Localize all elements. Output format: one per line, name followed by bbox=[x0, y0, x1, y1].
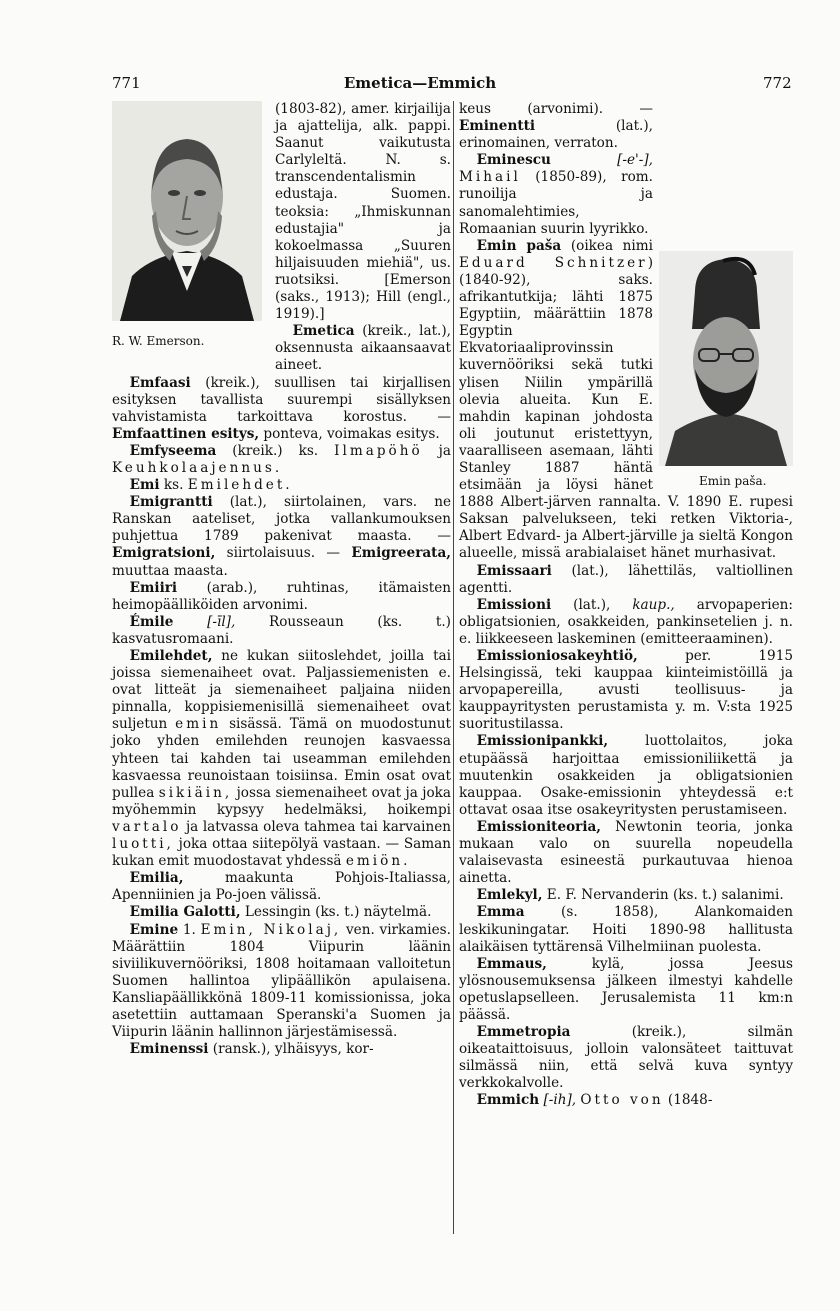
entry-body: muuttaa maasta. bbox=[112, 562, 228, 579]
pronunciation: [-īl], bbox=[207, 613, 236, 630]
entry-body: (1850-89), rom. runoilija ja sanomalehtimies, Romaanian suurin lyyrikko. bbox=[459, 169, 653, 237]
entry-body: (lat.), siirtolainen, vars. ne Ranskan aateliset, jotka vallankumouksen puhjettua 1789 pakenivat maasta. — bbox=[112, 494, 451, 545]
headword: Emine bbox=[129, 921, 179, 938]
entry-body: (kreik.), silmän oikeataittoisuus, jolloin valonsäteet taittuvat silmässä niin, että selvä kuva syntyy verkkokalvolle. bbox=[459, 1024, 793, 1092]
headword: Emissioniosakeyhtiö, bbox=[476, 648, 638, 664]
cross-reference: Emilehdet. bbox=[187, 477, 293, 494]
entry-body: per. 1915 Helsingissä, teki kauppaa kiinteimistöillä ja arvopapereilla, avusti teollisuus- ja kauppayritysten perustamista y. m. V:sta 1925 suoritustilassa. bbox=[459, 648, 793, 733]
entry-body: siirtolaisuus. — bbox=[215, 545, 352, 562]
entry-emissioni bbox=[459, 597, 793, 648]
column-divider bbox=[453, 101, 454, 1234]
entry-body: (kreik.), suullisen tai kirjallisen esityksen tavallista suurempi sisällyksen vahvistamista tarkoittava korostus. — bbox=[112, 374, 451, 425]
headword: Emmich bbox=[476, 1092, 540, 1109]
headword: Emiiri bbox=[129, 579, 178, 596]
entry-body: Rousseaun (ks. t.) kasvatusromaani. bbox=[112, 613, 451, 647]
entry-body: (lat.), bbox=[551, 596, 633, 613]
entry-emfyseema bbox=[112, 443, 451, 477]
left-page-number: 771 bbox=[112, 74, 141, 92]
emphasis-term: emiön. bbox=[345, 853, 411, 870]
emerson-entry-text: (1803-82), amer. kirjailija ja ajattelija, alk. pappi. Saanut vaikutusta Carlyleltä. N. s. transcendentalismin edustaja. Suomen. teoksia: „Ihmiskunnan edustajia" ja kokoelmassa „Suuren hiljaisuuden miehiä", us. ruotsiksi. [Emerson (saks., 1913); Hill (engl., 1919).] bbox=[275, 101, 451, 323]
headword: Emin paša bbox=[476, 237, 562, 254]
entry-body: ) (1840-92), saks. afrikantutkija; lähti 1875 Egyptiin, määrättiin 1878 Egyptin Ekvatoriaaliprovinssin kuvernööriksi sekä tutki ylisen Niilin ympärillä olevia alueita. Kun E. mahdin kapinan johdosta oli joutunut eristettyyn, vaaralliseen asemaan, lähti Stanley 1887 häntä etsimään ja löysi hänet 1888 Albert-järven rannalta. V. 1890 E. rupesi Saksan palvelukseen, teki retken Viktoria-, Albert Edvard- ja Albert-järville ja sieltä Kongon alueelle, missä arabialaiset hänet murhasivat. bbox=[459, 254, 793, 562]
right-column bbox=[459, 101, 793, 1110]
entry-body: (arab.), ruhtinas, itämaisten heimopäälliköiden arvonimi. bbox=[112, 579, 451, 613]
entry-body: Lessingin (ks. t.) näytelmä. bbox=[240, 904, 432, 921]
entry-emissioniosakeyhtio bbox=[459, 648, 793, 733]
emerson-figure bbox=[112, 101, 269, 360]
person-name: Otto von bbox=[580, 1092, 664, 1109]
person-name: Emin, Nikolaj, bbox=[200, 921, 342, 938]
headword: Emfaasi bbox=[129, 374, 191, 391]
abbreviation: kaup., bbox=[632, 596, 675, 613]
headword: Emma bbox=[476, 904, 525, 921]
entry-emissionipankki bbox=[459, 733, 793, 818]
entry-emilia-galotti bbox=[112, 904, 451, 921]
entry-eminescu bbox=[459, 152, 793, 237]
headword: Émile bbox=[129, 613, 174, 630]
entry-eminenssi bbox=[112, 1041, 451, 1058]
headword: Emlekyl, bbox=[476, 887, 543, 904]
headword: Emigrantti bbox=[129, 494, 213, 511]
left-column bbox=[112, 101, 451, 1058]
entry-body: joka ottaa siitepölyä vastaan. — Saman kukan emit muodostavat yhdessä bbox=[112, 836, 451, 870]
entry-emissioniteoria bbox=[459, 819, 793, 887]
headword: Emilia, bbox=[129, 870, 184, 887]
entry-body: (kreik., lat.), oksennusta aikaansaavat aineet. bbox=[275, 323, 451, 374]
headword: Emigratsioni, bbox=[112, 545, 216, 562]
emphasis-term: luotti, bbox=[112, 836, 174, 853]
entry-emfaasi bbox=[112, 375, 451, 443]
headword: Emissioni bbox=[476, 596, 552, 613]
entry-emissaari bbox=[459, 563, 793, 597]
entry-body: (kreik.) ks. bbox=[216, 442, 335, 459]
entry-emma bbox=[459, 904, 793, 955]
headword: Emetica bbox=[292, 323, 355, 340]
cross-reference: Ilmapöhö bbox=[334, 442, 423, 459]
pronunciation: [-ih], bbox=[543, 1092, 577, 1109]
emin-pasa-portrait-image bbox=[659, 251, 793, 466]
entry-eminenssi-continued bbox=[459, 101, 793, 152]
entry-body: ne kukan siitoslehdet, joilla tai joissa siemenaiheet ovat. Paljassiemenisten e. ovat litteät ja siemenaiheet paljaina niiden pinnalla, koppisiemenisillä siemenaiheet ovat suljetun bbox=[112, 648, 451, 733]
entry-emilehdet bbox=[112, 648, 451, 870]
entry-body: E. F. Nervanderin (ks. t.) salanimi. bbox=[542, 887, 784, 904]
headword: Emissaari bbox=[476, 562, 552, 579]
person-name: Eduard Schnitzer bbox=[459, 254, 648, 271]
entry-body: ponteva, voimakas esitys. bbox=[259, 425, 440, 442]
entry-body: ks. bbox=[159, 477, 188, 494]
headword: Emfyseema bbox=[129, 442, 217, 459]
entry-body: (1848- bbox=[663, 1092, 713, 1109]
entry-body: sisässä. Tämä on muodostunut joko yhden emilehden reunojen kasvaessa yhteen tai kahden tai useamman emilehden kasvaessa reunoistaan toisiinsa. Emin osat ovat pullea bbox=[112, 716, 451, 801]
headword: Emmaus, bbox=[476, 955, 547, 972]
headword: Eminenssi bbox=[129, 1041, 209, 1058]
pronunciation: [-e'-], bbox=[617, 152, 653, 169]
cross-reference: Keuhkolaajennus. bbox=[112, 459, 283, 476]
emphasis-term: emin bbox=[175, 716, 222, 733]
headword: Emissionipankki, bbox=[476, 733, 609, 750]
headword: Emi bbox=[129, 477, 160, 494]
entry-body: (lat.), erinomainen, verraton. bbox=[459, 118, 653, 152]
entry-emilia bbox=[112, 870, 451, 904]
entry-body: Newtonin teoria, jonka mukaan valo on suurella nopeudella valaisevasta esineestä purkautuvaa hienoa ainetta. bbox=[459, 818, 793, 887]
entry-emmetropia bbox=[459, 1024, 793, 1092]
entry-emine bbox=[112, 922, 451, 1042]
running-header-title: Emetica—Emmich bbox=[343, 74, 497, 92]
entry-body: ven. virkamies. Määrättiin 1804 Viipurin läänin siviilikuvernööriksi, 1808 hoitamaan valloitetun Suomen hallintoa ylipäällikön apulaisena. Kansliapäällikkönä 1809-11 komissionissa, joka asetettiin auttamaan Speranski'a Suomen ja Viipurin läänin hallinnon järjestämisessä. bbox=[112, 921, 451, 1041]
headword: Emissioniteoria, bbox=[476, 818, 602, 835]
headword: Emfaattinen esitys, bbox=[112, 425, 260, 442]
entry-body: (s. 1858), Alankomaiden leskikuningatar. Hoiti 1890-98 hallitusta alaikäisen tyttärensä Vilhelmiinan puolesta. bbox=[459, 904, 793, 955]
person-name: Mihail bbox=[459, 169, 521, 186]
entry-body: luottolaitos, joka etupäässä harjoittaa emissioniliikettä ja muutenkin osakkeiden ja obligatsionien kauppaa. Osake-emissionin yhteydessä e:t ottavat osaa itse osakeyritysten perustamiseen. bbox=[459, 733, 793, 818]
headword: Eminescu bbox=[476, 152, 551, 169]
right-page-number: 772 bbox=[763, 74, 792, 92]
headword: Emigreerata, bbox=[351, 545, 451, 562]
emin-pasa-figure bbox=[659, 251, 793, 491]
emerson-portrait-image bbox=[112, 101, 262, 321]
entry-emiiri bbox=[112, 580, 451, 614]
emphasis-term: sikiäin, bbox=[158, 784, 233, 801]
entry-body: 1. bbox=[178, 921, 201, 938]
entry-body: kylä, jossa Jeesus ylösnousemuksensa jälkeen ilmestyi kahdelle opetuslapselleen. Jerusalemista 11 km:n päässä. bbox=[459, 955, 793, 1023]
emerson-caption: R. W. Emerson. bbox=[112, 334, 205, 348]
entry-body: ja bbox=[422, 442, 452, 459]
entry-body: (lat.), lähettiläs, valtiollinen agentti. bbox=[459, 562, 793, 596]
entry-emi bbox=[112, 477, 451, 494]
entry-body: jossa siemenaiheet ovat ja joka myöhemmin kypsyy hedelmäksi, hoikempi bbox=[112, 784, 451, 818]
headword: Emmetropia bbox=[476, 1024, 571, 1041]
entry-emigrantti bbox=[112, 494, 451, 579]
entry-body: (ransk.), ylhäisyys, kor- bbox=[208, 1041, 374, 1058]
entry-emmich bbox=[459, 1092, 793, 1109]
entry-body: maakunta Pohjois-Italiassa, Apenniinien ja Po-joen välissä. bbox=[112, 870, 451, 904]
entry-body: arvopaperien: obligatsionien, osakkeiden, pankinsetelien j. n. e. liikkeeseen laskeminen (emitteeraaminen). bbox=[459, 596, 793, 647]
entry-body: (oikea nimi bbox=[561, 237, 653, 254]
entry-emmaus bbox=[459, 956, 793, 1024]
headword: Emilia Galotti, bbox=[129, 904, 241, 921]
entry-emlekyl bbox=[459, 887, 793, 904]
entry-emile bbox=[112, 614, 451, 648]
emphasis-term: vartalo bbox=[112, 818, 182, 835]
headword: Eminentti bbox=[459, 118, 536, 135]
entry-body: keus (arvonimi). — bbox=[459, 101, 653, 117]
emin-pasa-caption: Emin paša. bbox=[699, 474, 767, 488]
entry-body: ja latvassa oleva tahmea tai karvainen bbox=[181, 818, 451, 835]
headword: Emilehdet, bbox=[129, 648, 213, 664]
